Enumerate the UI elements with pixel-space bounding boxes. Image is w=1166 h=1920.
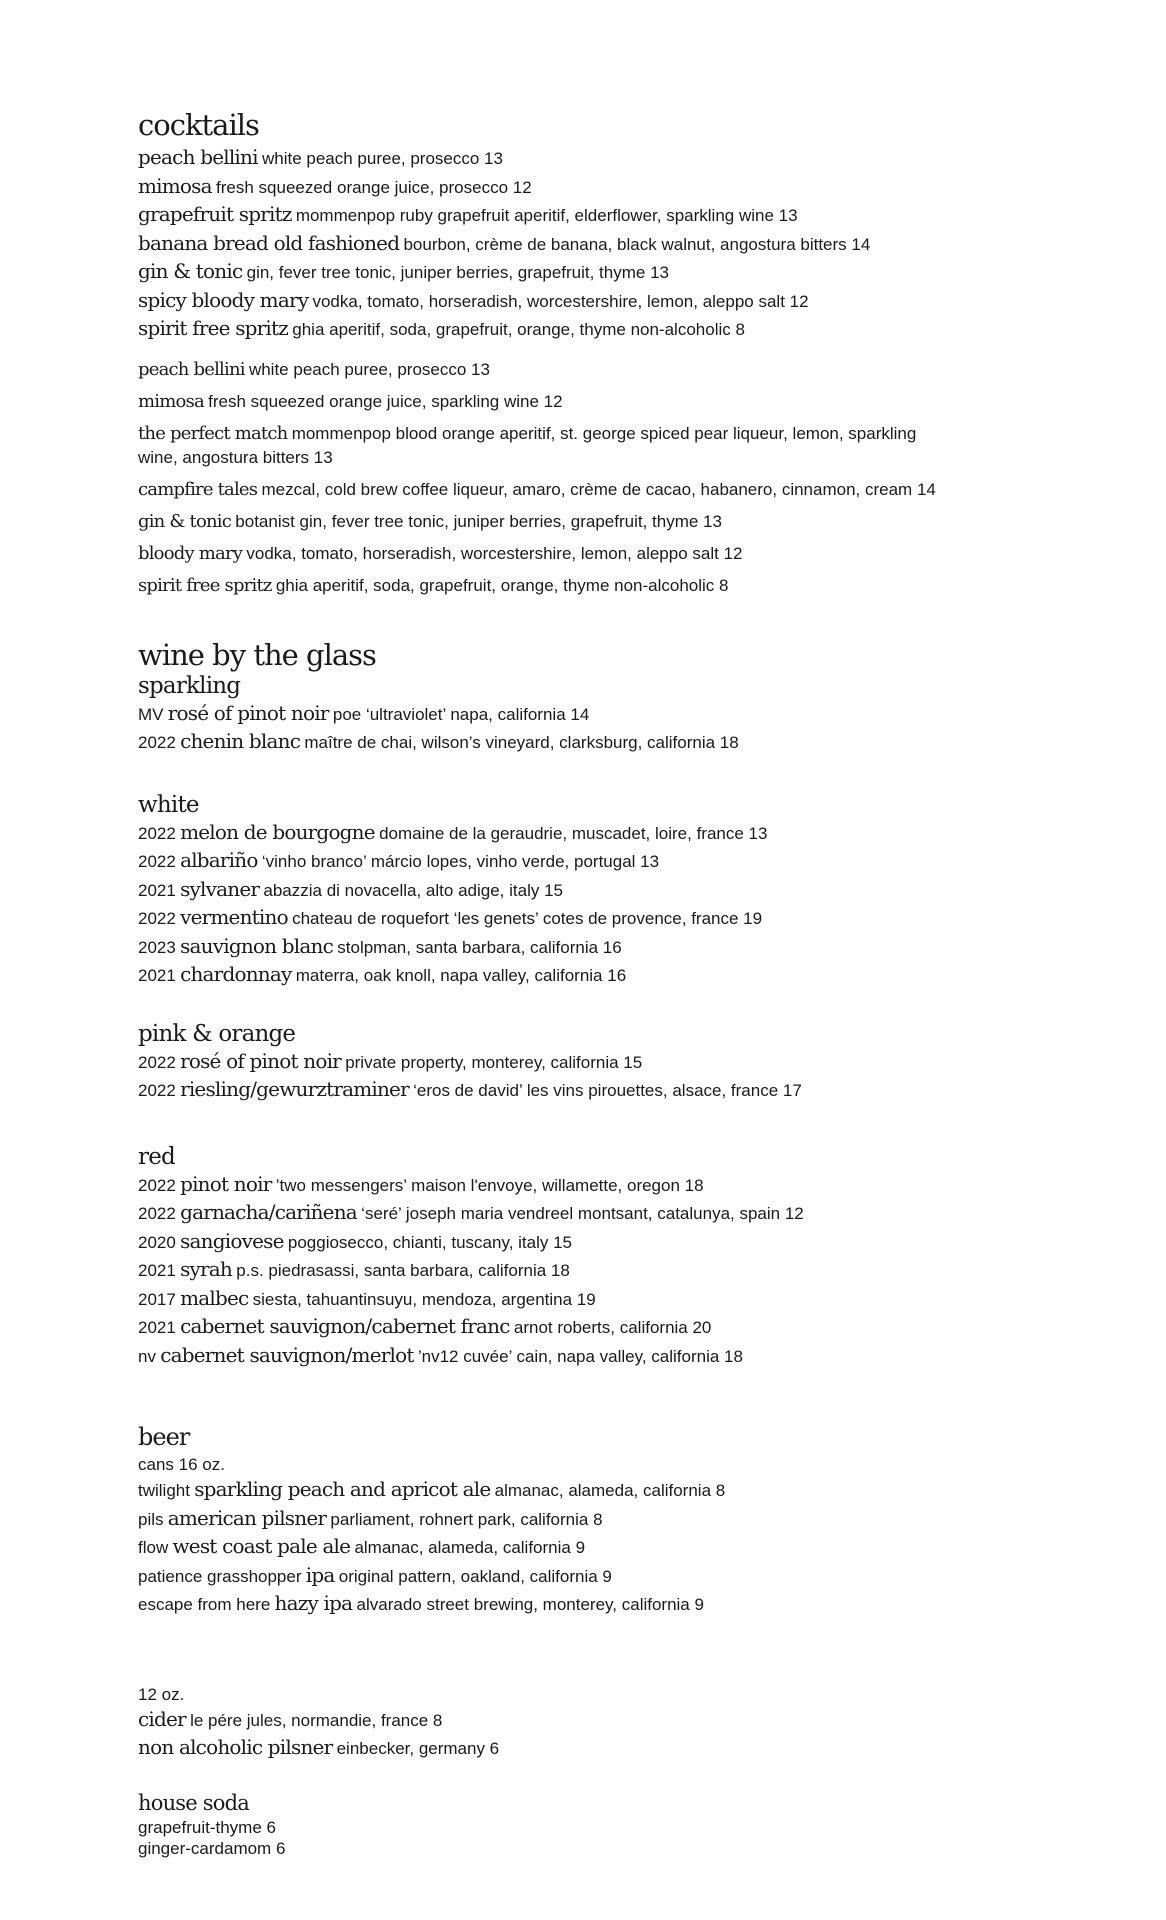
list-item: patience grasshopper ipa original pattern, oakland, california 9 <box>138 1562 612 1587</box>
sparkling-list <box>138 700 1078 757</box>
list-item: 2022 rosé of pinot noir private property, monterey, california 15 <box>138 1048 643 1073</box>
list-item: spirit free spritz ghia aperitif, soda, grapefruit, orange, thyme non-alcoholic 8 <box>138 316 745 340</box>
pink-orange-list <box>138 1048 1078 1105</box>
list-item: the perfect match mommenpop blood orange aperitif, st. george spiced pear liqueur, lemon, sparkling wine, angostura bitters 13 <box>138 422 917 467</box>
list-item: spicy bloody mary vodka, tomato, horseradish, worcestershire, lemon, aleppo salt 12 <box>138 287 809 312</box>
list-item: peach bellini white peach puree, prosecco 13 <box>138 145 503 169</box>
list-item: 2023 sauvignon blanc stolpman, santa barbara, california 16 <box>138 933 622 958</box>
cocktails-list-alt <box>138 358 1058 598</box>
list-item: mimosa fresh squeezed orange juice, sparkling wine 12 <box>138 390 563 412</box>
red-list <box>138 1171 1078 1371</box>
list-item: non alcoholic pilsner einbecker, germany 6 <box>138 1735 500 1759</box>
list-item: spirit free spritz ghia aperitif, soda, grapefruit, orange, thyme non-alcoholic 8 <box>138 574 729 596</box>
list-item: 2022 riesling/gewurztraminer ‘eros de david’ les vins pirouettes, alsace, france 17 <box>138 1077 802 1101</box>
list-item: pils american pilsner parliament, rohnert park, california 8 <box>138 1505 603 1530</box>
list-item: 2021 cabernet sauvignon/cabernet franc arnot roberts, california 20 <box>138 1314 712 1338</box>
list-item: gin & tonic gin, fever tree tonic, juniper berries, grapefruit, thyme 13 <box>138 259 669 283</box>
list-item: 2022 albariño ‘vinho branco’ márcio lopes, vinho verde, portugal 13 <box>138 848 660 872</box>
beer-title: beer <box>138 1423 190 1451</box>
menu-page <box>138 108 1078 1859</box>
list-item: MV rosé of pinot noir poe ‘ultraviolet’ napa, california 14 <box>138 700 590 725</box>
list-item: 2022 vermentino chateau de roquefort ‘les genets’ cotes de provence, france 19 <box>138 905 763 929</box>
list-item: bloody mary vodka, tomato, horseradish, worcestershire, lemon, aleppo salt 12 <box>138 542 743 564</box>
list-item: flow west coast pale ale almanac, alameda, california 9 <box>138 1534 586 1558</box>
white-list <box>138 819 1078 990</box>
list-item: escape from here hazy ipa alvarado street brewing, monterey, california 9 <box>138 1591 704 1615</box>
list-item: grapefruit spritz mommenpop ruby grapefruit aperitif, elderflower, sparkling wine 13 <box>138 202 798 226</box>
list-item: 2021 chardonnay materra, oak knoll, napa valley, california 16 <box>138 962 627 986</box>
list-item: 2021 sylvaner abazzia di novacella, alto adige, italy 15 <box>138 876 563 901</box>
list-item: 2020 sangiovese poggiosecco, chianti, tuscany, italy 15 <box>138 1228 573 1253</box>
list-item: 2022 melon de bourgogne domaine de la geraudrie, muscadet, loire, france 13 <box>138 819 768 844</box>
cans-note: cans 16 oz. <box>138 1455 225 1474</box>
list-item: cider le pére jules, normandie, france 8 <box>138 1706 443 1731</box>
list-item: 2022 garnacha/cariñena ‘seré’ joseph maria vendreel montsant, catalunya, spain 12 <box>138 1200 804 1224</box>
wine-title: wine by the glass <box>138 637 376 672</box>
list-item: grapefruit-thyme 6 <box>138 1817 276 1837</box>
list-item: 2017 malbec siesta, tahuantinsuyu, mendoza, argentina 19 <box>138 1285 596 1310</box>
beer-list <box>138 1476 1078 1619</box>
list-item: ginger-cardamom 6 <box>138 1838 286 1858</box>
pink-orange-title: pink & orange <box>138 1020 296 1047</box>
sparkling-title: sparkling <box>138 672 241 699</box>
house-soda-title: house soda <box>138 1790 249 1815</box>
list-item: twilight sparkling peach and apricot ale almanac, alameda, california 8 <box>138 1477 726 1501</box>
oz-note: 12 oz. <box>138 1684 185 1704</box>
list-item: 2022 pinot noir ’two messengers’ maison l'envoye, willamette, oregon 18 <box>138 1171 704 1196</box>
cocktails-title: cocktails <box>138 108 259 142</box>
list-item: banana bread old fashioned bourbon, crème de banana, black walnut, angostura bitters 14 <box>138 230 871 255</box>
list-item: 2021 syrah p.s. piedrasassi, santa barbara, california 18 <box>138 1257 570 1281</box>
cocktails-list <box>138 144 1078 344</box>
white-title: white <box>138 791 199 818</box>
red-title: red <box>138 1143 175 1170</box>
soda-list <box>138 1817 1078 1859</box>
list-item: mimosa fresh squeezed orange juice, prosecco 12 <box>138 173 532 198</box>
list-item: campfire tales mezcal, cold brew coffee liqueur, amaro, crème de cacao, habanero, cinnamon, cream 14 <box>138 478 936 500</box>
list-item: nv cabernet sauvignon/merlot ’nv12 cuvée’ cain, napa valley, california 18 <box>138 1342 743 1367</box>
list-item: gin & tonic botanist gin, fever tree tonic, juniper berries, grapefruit, thyme 13 <box>138 510 722 532</box>
list-item: 2022 chenin blanc maître de chai, wilson’s vineyard, clarksburg, california 18 <box>138 729 739 753</box>
other-drinks-list <box>138 1706 1078 1763</box>
list-item: peach bellini white peach puree, prosecco 13 <box>138 358 490 380</box>
